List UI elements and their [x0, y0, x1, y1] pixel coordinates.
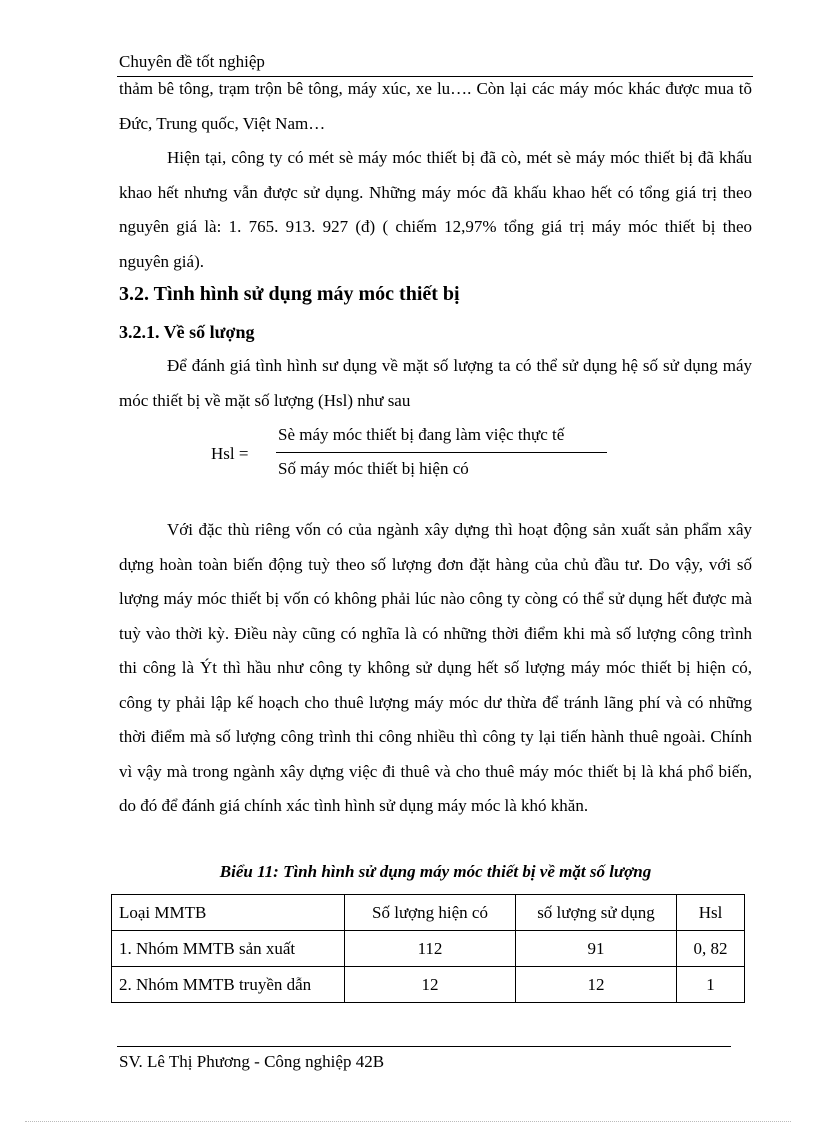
page-header-title: Chuyên đề tốt nghiệp [119, 52, 265, 71]
paragraph-machine-origin: thảm bê tông, trạm trộn bê tông, máy xúc, xe lu…. Còn lại các máy móc khác được mua tõ Đức, Trung quốc, Việt Nam… [119, 79, 752, 133]
table-header-cell: Hsl [677, 895, 745, 931]
table-header-cell: Loại MMTB [112, 895, 345, 931]
page-bottom-dotted-line [25, 1121, 791, 1122]
table-header-cell: số lượng sử dụng [516, 895, 677, 931]
table-row [112, 967, 745, 1003]
table-row [112, 931, 745, 967]
table-cell: 12 [345, 967, 516, 1003]
formula-numerator: Sè máy móc thiết bị đang làm việc thực tế [278, 425, 565, 444]
subsection-heading: 3.2.1. Về số lượng [119, 322, 255, 342]
table-cell: 12 [516, 967, 677, 1003]
table-cell: 2. Nhóm MMTB truyền dẫn [112, 967, 345, 1003]
table-cell: 112 [345, 931, 516, 967]
formula-denominator: Số máy móc thiết bị hiện có [278, 459, 469, 478]
table-cell: 1 [677, 967, 745, 1003]
table-cell: 0, 82 [677, 931, 745, 967]
page-footer: SV. Lê Thị Phương - Công nghiệp 42B [119, 1052, 385, 1071]
equipment-usage-table [111, 894, 745, 1003]
paragraph-hsl-intro: Để đánh giá tình hình sư dụng về mặt số lượng ta có thể sử dụng hệ số sử dụng máy móc thiết bị về mặt số lượng (Hsl) như sau [119, 356, 752, 410]
table-header-cell: Số lượng hiện có [345, 895, 516, 931]
footer-divider [117, 1046, 731, 1047]
paragraph-construction-usage: Với đặc thù riêng vốn có của ngành xây dựng thì hoạt động sản xuất sản phẩm xây dựng hoàn toàn biến động tuỳ theo số lượng đơn đặt hàng của chủ đầu tư. Do vậy, với số lượng máy móc thiết bị vốn có không phải lúc nào công ty còng có thể sử dụng hết được mà tuỳ vào thời kỳ. Điều này cũng có nghĩa là có những thời điểm khi mà số lượng công trình thi công là Ýt thì hầu như công ty không sử dụng hết số lượng máy móc thiết bị hiện có, công ty phải lập kế hoạch cho thuê lượng máy móc dư thừa để tránh lãng phí và có những thời điểm mà số lượng công trình thi công nhiều thì công ty lại tiến hành thuê ngoài. Chính vì vậy mà trong ngành xây dựng việc đi thuê và cho thuê máy móc thiết bị là khá phổ biến, do đó để đánh giá chính xác tình hình sử dụng máy móc là khó khăn. [119, 520, 752, 815]
table-cell: 1. Nhóm MMTB sản xuất [112, 931, 345, 967]
table-caption: Biểu 11: Tình hình sử dụng máy móc thiết bị về mặt số lượng [219, 862, 652, 881]
section-heading: 3.2. Tình hình sử dụng máy móc thiết bị [119, 283, 460, 305]
formula-lhs: Hsl = [211, 444, 249, 463]
formula-fraction-bar [276, 452, 607, 453]
table-header-row [112, 895, 745, 931]
paragraph-depreciated-equipment: Hiện tại, công ty có mét sè máy móc thiết bị đã cò, mét sè máy móc thiết bị đã khấu khao hết nhưng vẫn được sử dụng. Những máy móc đã khấu khao hết có tổng giá trị theo nguyên giá là: 1. 765. 913. 927 (đ) ( chiếm 12,97% tổng giá trị máy móc thiết bị theo nguyên giá). [119, 148, 752, 271]
table-cell: 91 [516, 931, 677, 967]
